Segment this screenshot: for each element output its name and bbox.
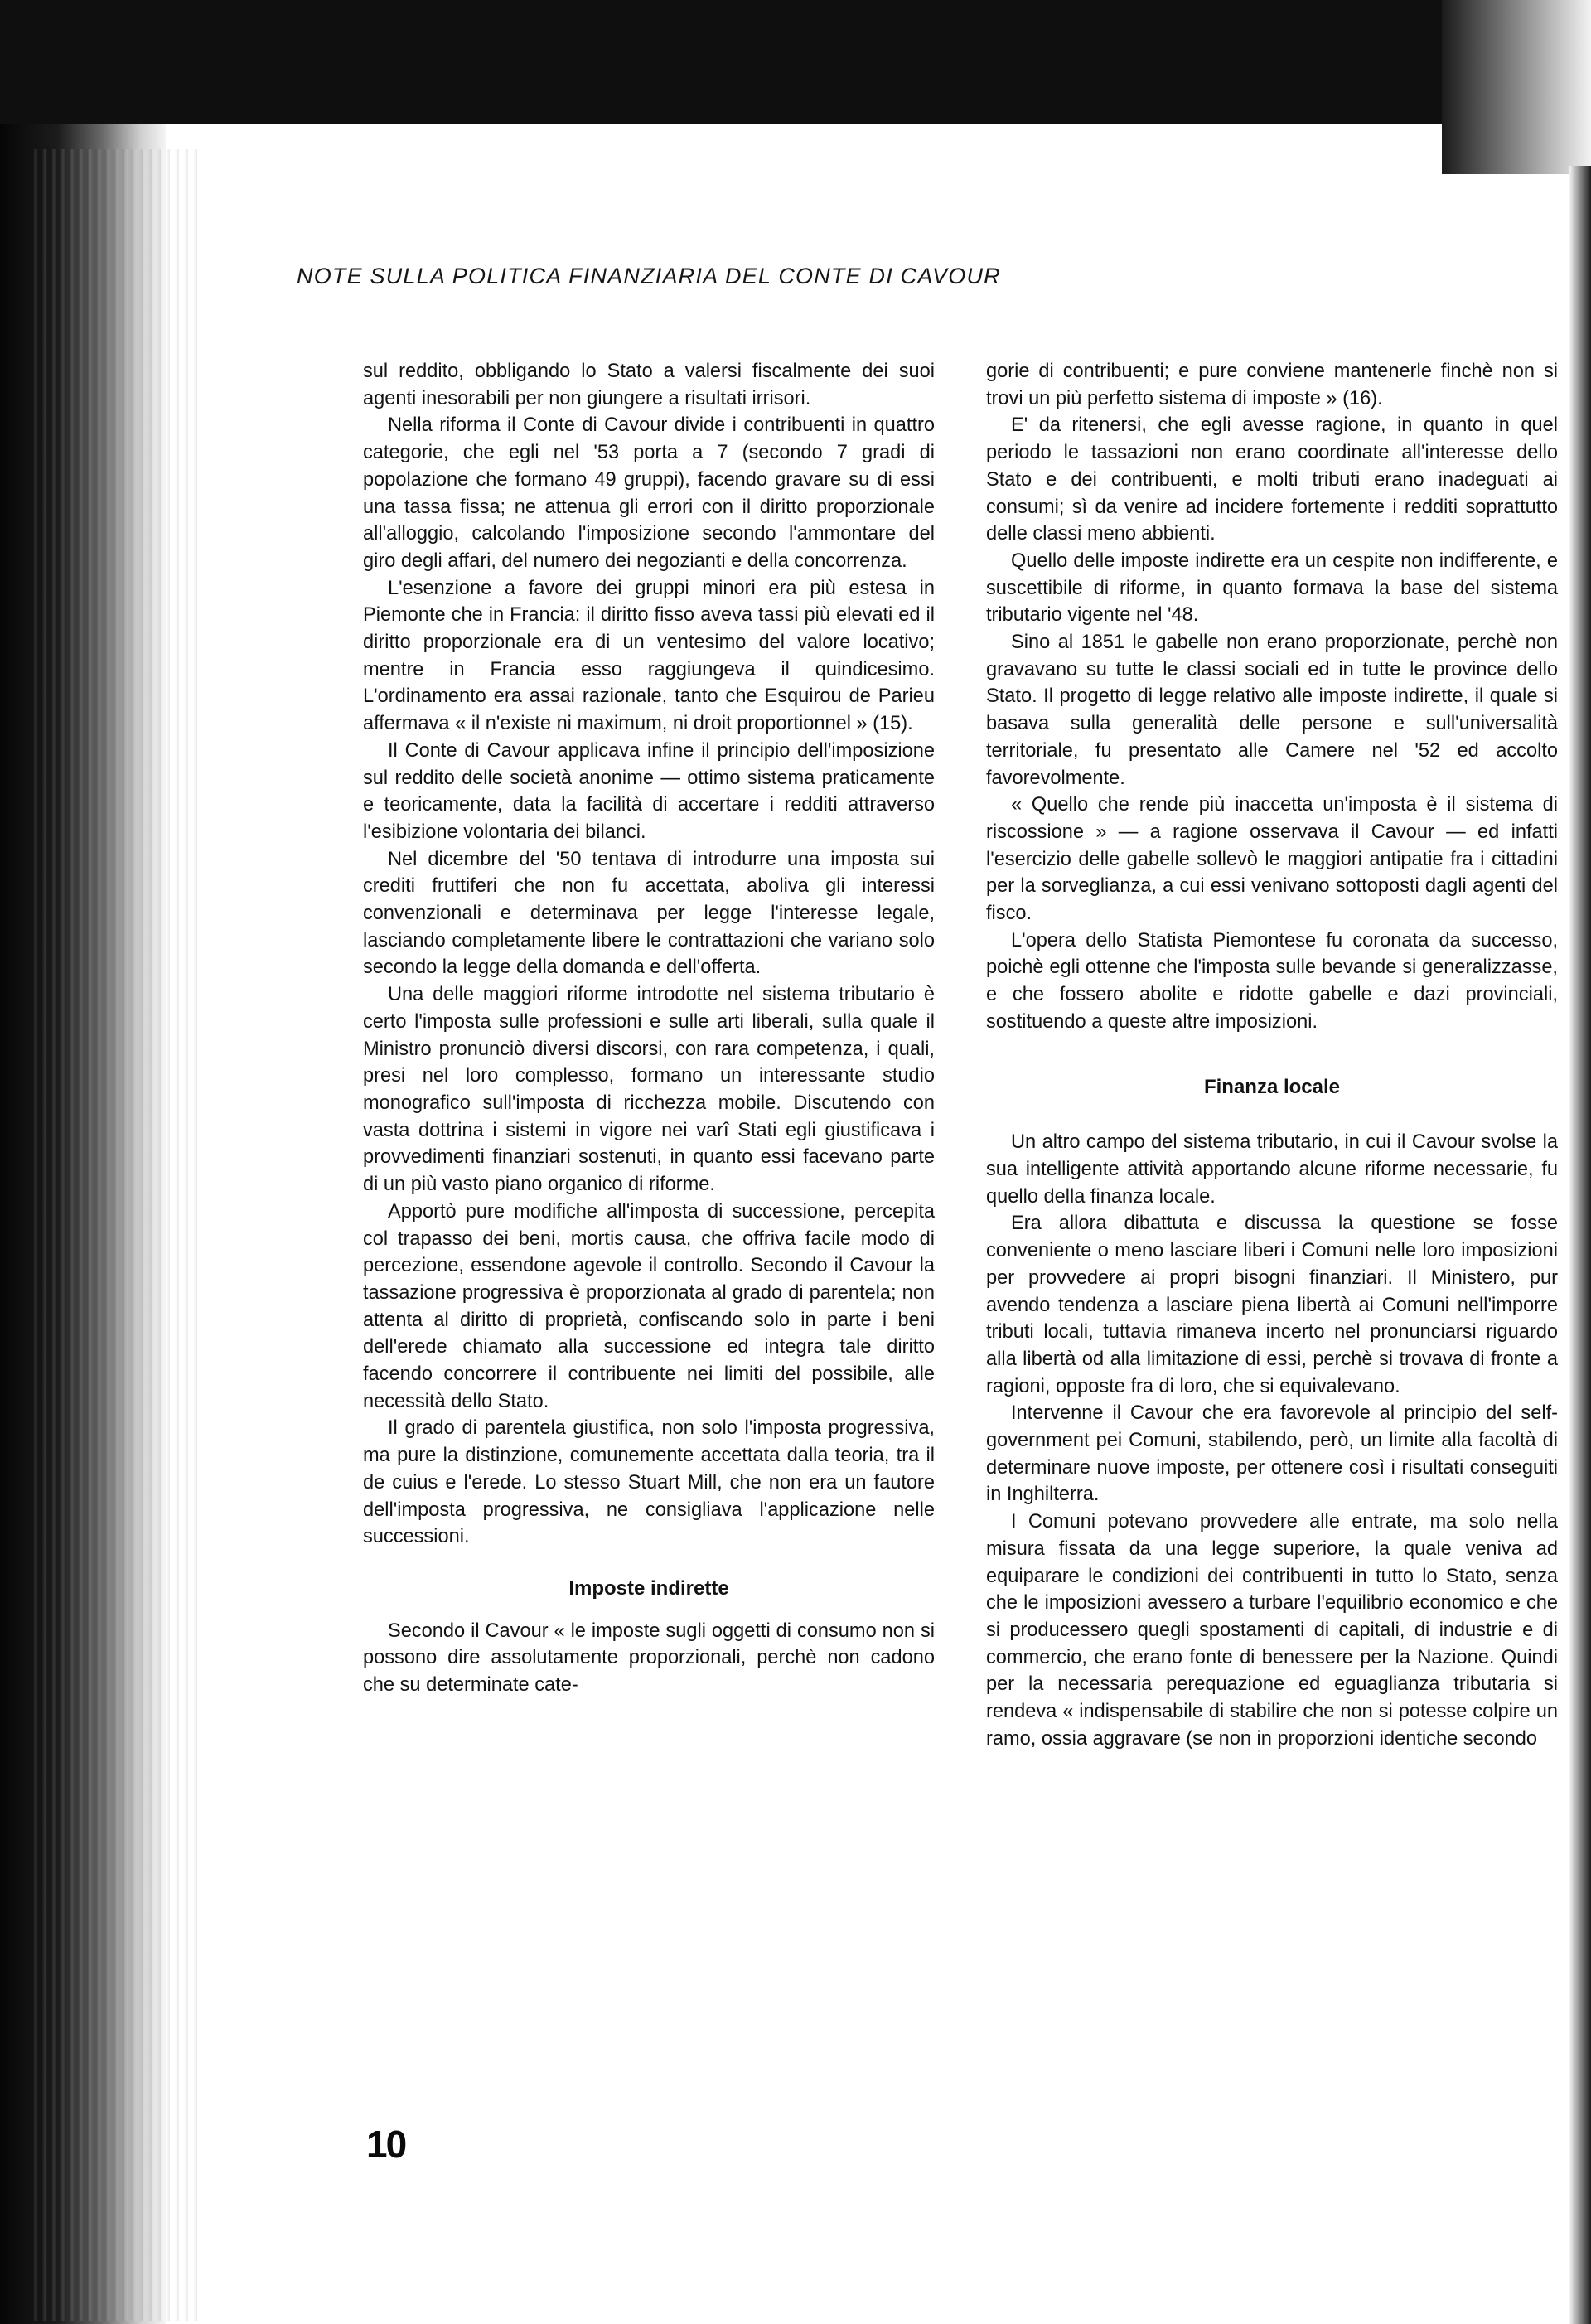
section-heading: Imposte indirette (568, 1576, 729, 1600)
paragraph: Un altro campo del sistema tributario, in cui il Cavour svolse la sua intelligente attività apportando alcune riforme necessarie, fu quello della finanza locale. (986, 1131, 1558, 1208)
paragraph: gorie di contribuenti; e pure conviene mantenerle finchè non si trovi un più perfetto sistema di imposte » (16). (986, 361, 1558, 409)
running-head: NOTE SULLA POLITICA FINANZIARIA DEL CONTE DI CAVOUR (297, 264, 1001, 288)
paragraph: « Quello che rende più inaccetta un'imposta è il sistema di riscossione » — a ragione osservava il Cavour — ed infatti l'esercizio delle gabelle sollevò le maggiori antipatie fra i cittadini per la sorveglianza, a cui essi venivano sottoposti dagli agenti del fisco. (986, 794, 1558, 925)
page-edge-streaks (33, 149, 199, 2321)
paragraph: Nel dicembre del '50 tentava di introdurre una imposta sui crediti fruttiferi che non fu accettata, aboliva gli interessi convenzionali e determinava per legge l'interesse legale, lasciando completamente libere le contrattazioni che variano solo secondo la legge della domanda e dell'offerta. (363, 848, 935, 979)
section-heading: Finanza locale (1203, 1075, 1341, 1098)
scan-right-shadow (1569, 166, 1591, 2324)
paragraph: sul reddito, obbligando lo Stato a valersi fiscalmente dei suoi agenti inesorabili per non giungere a risultati irrisori. (363, 361, 935, 409)
paragraph: I Comuni potevano provvedere alle entrate, ma solo nella misura fissata da una legge superiore, la quale veniva ad equiparare le condizioni dei contribuenti in tutto lo Stato, senza che le imposizioni avessero a turbare l'equilibrio economico e che si producessero quegli spostamenti di capitali, di industrie e di commercio, che erano fonte di benessere per la Nazione. Quindi per la necessaria perequazione ed eguaglianza tributaria si rendeva « indispensabile di stabilire che non si potesse colpire un ramo, ossia aggravare (se non in proporzioni identiche secondo (986, 1511, 1558, 1750)
paragraph: L'opera dello Statista Piemontese fu coronata da successo, poichè egli ottenne che l'imposta sulle bevande si generalizzasse, e che fossero abolite e ridotte gabelle e dazi provinciali, sostituendo a queste altre imposizioni. (986, 929, 1558, 1033)
right-column (986, 358, 1558, 1752)
left-column (363, 358, 935, 1699)
paragraph: Secondo il Cavour « le imposte sugli oggetti di consumo non si possono dire assolutamente proporzionali, perchè non cadono che su determinate cate- (363, 1620, 935, 1697)
paragraph: Quello delle imposte indirette era un cespite non indifferente, e suscettibile di riforme, in quanto formava la base del sistema tributario vigente nel '48. (986, 550, 1558, 627)
paragraph: Intervenne il Cavour che era favorevole al principio del self-government pei Comuni, stabilendo, però, un limite alla facoltà di determinare nuove imposte, per ottenere così i risultati conseguiti in Inghilterra. (986, 1402, 1558, 1506)
paragraph: Nella riforma il Conte di Cavour divide i contribuenti in quattro categorie, che egli nel '53 porta a 7 (secondo 7 gradi di popolazione che formano 49 gruppi), facendo gravare su di essi una tassa fissa; ne attenua gli errori con il diritto proporzionale all'alloggio, calcolando l'imposizione secondo l'ammontare del giro degli affari, del numero dei negozianti e della concorrenza. (363, 414, 935, 572)
scan-corner-shadow (1442, 0, 1591, 174)
paragraph: E' da ritenersi, che egli avesse ragione, in quanto in quel periodo le tassazioni non erano coordinate all'interesse dello Stato e dei contribuenti, e molti tributi erano inadeguati ai consumi; sì da venire ad incidere fortemente i redditi soprattutto delle classi meno abbienti. (986, 414, 1558, 545)
paragraph: L'esenzione a favore dei gruppi minori era più estesa in Piemonte che in Francia: il diritto fisso aveva tassi più elevati ed il diritto proporzionale era di un ventesimo del valore locativo; mentre in Francia esso raggiungeva il quindicesimo. L'ordinamento era assai razionale, tanto che Esquirou de Parieu affermava « il n'existe ni maximum, ni droit proportionnel » (15). (363, 577, 935, 735)
paragraph: Una delle maggiori riforme introdotte nel sistema tributario è certo l'imposta sulle professioni e sulle arti liberali, sulla quale il Ministro pronunciò diversi discorsi, con rara competenza, i quali, presi nel loro complesso, formano un interessante studio monografico sull'imposta di ricchezza mobile. Discutendo con vasta dottrina i sistemi in vigore nei varî Stati egli giustificava i provvedimenti finanziari sostenuti, in quanto essi facevano parte di un più vasto piano organico di riforme. (363, 984, 935, 1196)
scan-top-shadow (0, 0, 1591, 124)
page-number: 10 (366, 2123, 406, 2166)
paragraph: Il grado di parentela giustifica, non solo l'imposta progressiva, ma pure la distinzione, comunemente accettata dalla teoria, tra il de cuius e l'erede. Lo stesso Stuart Mill, che non era un fautore dell'imposta progressiva, ne consigliava l'applicazione nelle successioni. (363, 1417, 935, 1548)
paragraph: Il Conte di Cavour applicava infine il principio dell'imposizione sul reddito delle società anonime — ottimo sistema praticamente e teoricamente, data la facilità di accertare i redditi attraverso l'esibizione volontaria dei bilanci. (363, 739, 935, 843)
paragraph: Apportò pure modifiche all'imposta di successione, percepita col trapasso dei beni, mortis causa, che offriva facile modo di percezione, essendone agevole il controllo. Secondo il Cavour la tassazione progressiva è proporzionata al grado di parentela; non attenta al diritto di proprietà, confiscando solo in parte i beni dell'erede chiamato alla successione ed integra tale diritto facendo concorrere il contribuente nei limiti del possibile, alle necessità dello Stato. (363, 1200, 935, 1412)
paragraph: Era allora dibattuta e discussa la questione se fosse conveniente o meno lasciare liberi i Comuni nelle loro imposizioni per provvedere ai propri bisogni finanziari. Il Ministero, pur avendo tendenza a lasciare piena libertà ai Comuni nell'imporre tributi locali, tuttavia rimaneva incerto nel pronunciarsi riguardo alla libertà od alla limitazione di essi, perchè si trovava di fronte a ragioni, opposte fra di loro, che si equivalevano. (986, 1213, 1558, 1397)
paragraph: Sino al 1851 le gabelle non erano proporzionate, perchè non gravavano su tutte le classi sociali ed in tutte le province dello Stato. Il progetto di legge relativo alle imposte indirette, il quale si basava sulla generalità delle persone e sull'universalità territoriale, fu presentato alle Camere nel '52 ed accolto favorevolmente. (986, 632, 1558, 789)
